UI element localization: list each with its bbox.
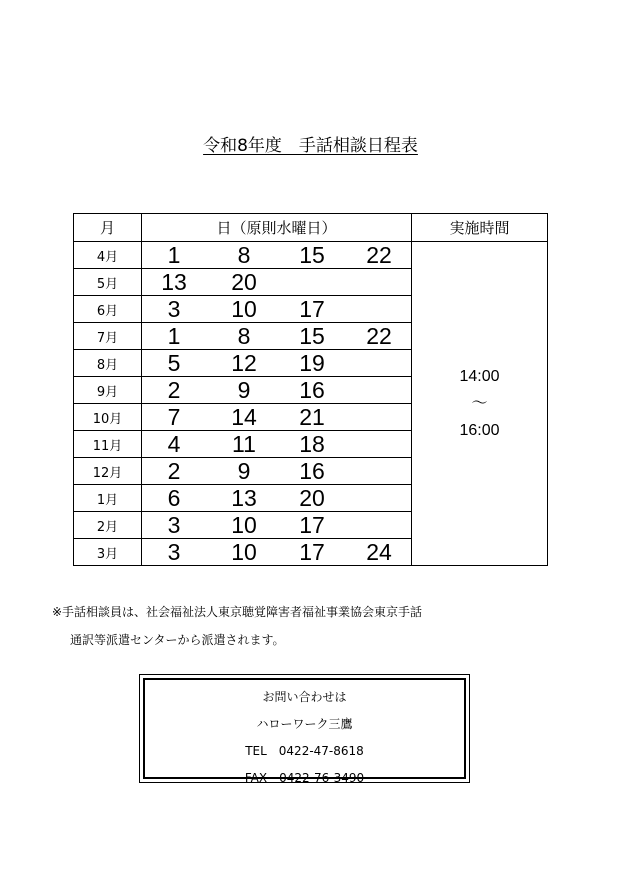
contact-box-inner — [143, 678, 466, 785]
days-cell — [142, 404, 412, 431]
day-number: 16 — [299, 377, 325, 403]
contact-box — [139, 674, 470, 783]
days-cell — [142, 377, 412, 404]
days-list — [142, 350, 411, 376]
day-number: 16 — [299, 458, 325, 484]
schedule-table — [73, 213, 548, 566]
contact-tel: TEL 0422-47-8618 — [245, 744, 364, 758]
contact-heading: お問い合わせは — [262, 690, 347, 704]
day-number: 4 — [167, 431, 181, 457]
days-list — [142, 458, 411, 484]
month-cell: 12月 — [74, 458, 142, 485]
day-number: 13 — [161, 269, 187, 295]
day-number: 10 — [231, 539, 257, 565]
days-cell — [142, 512, 412, 539]
contact-org: ハローワーク三鷹 — [256, 717, 353, 731]
day-number: 13 — [231, 485, 257, 511]
day-number: 14 — [231, 404, 257, 430]
note — [52, 598, 422, 654]
day-number: 3 — [167, 539, 181, 565]
days-cell — [142, 323, 412, 350]
days-cell — [142, 269, 412, 296]
days-list — [142, 539, 411, 565]
day-number: 11 — [232, 431, 256, 457]
day-number: 3 — [167, 512, 181, 538]
day-number: 18 — [299, 431, 325, 457]
day-number: 17 — [299, 539, 325, 565]
month-cell: 7月 — [74, 323, 142, 350]
days-cell — [142, 458, 412, 485]
days-cell — [142, 431, 412, 458]
days-list — [142, 323, 411, 349]
note-line-2: 通訳等派遣センターから派遣されます。 — [70, 633, 285, 647]
table-row — [74, 242, 548, 269]
days-list — [142, 242, 411, 268]
day-number: 10 — [231, 296, 257, 322]
month-cell: 6月 — [74, 296, 142, 323]
days-list — [142, 404, 411, 430]
day-number: 22 — [366, 242, 392, 268]
month-cell: 4月 — [74, 242, 142, 269]
page-title — [0, 136, 621, 156]
days-cell — [142, 485, 412, 512]
day-number: 21 — [299, 404, 325, 430]
schedule-header-row — [74, 214, 548, 242]
day-number: 12 — [231, 350, 257, 376]
day-number: 9 — [237, 458, 251, 484]
day-number: 7 — [167, 404, 181, 430]
month-header: 月 — [74, 214, 142, 242]
day-number: 15 — [299, 323, 325, 349]
days-cell — [142, 242, 412, 269]
month-cell: 11月 — [74, 431, 142, 458]
days-list — [142, 431, 411, 457]
contact-fax: FAX 0422-76-3490 — [244, 771, 365, 785]
time-header: 実施時間 — [412, 214, 548, 242]
day-number: 24 — [366, 539, 392, 565]
month-cell: 1月 — [74, 485, 142, 512]
days-list — [142, 377, 411, 403]
time-end: 16:00 — [459, 422, 500, 439]
month-cell: 9月 — [74, 377, 142, 404]
days-list — [142, 512, 411, 538]
month-cell: 10月 — [74, 404, 142, 431]
day-number: 2 — [167, 458, 181, 484]
page-title-text: 令和8年度 手話相談日程表 — [203, 136, 418, 156]
day-number: 20 — [231, 269, 257, 295]
day-number: 10 — [231, 512, 257, 538]
month-cell: 3月 — [74, 539, 142, 566]
days-cell — [142, 350, 412, 377]
day-number: 8 — [237, 242, 251, 268]
month-cell: 5月 — [74, 269, 142, 296]
days-cell — [142, 296, 412, 323]
days-list — [142, 485, 411, 511]
day-number: 6 — [167, 485, 181, 511]
day-number: 3 — [167, 296, 181, 322]
day-number: 1 — [167, 242, 181, 268]
day-number: 17 — [299, 296, 325, 322]
day-number: 2 — [167, 377, 181, 403]
time-cell — [412, 242, 548, 566]
days-list — [142, 296, 411, 322]
time-start: 14:00 — [459, 368, 500, 385]
day-number: 8 — [237, 323, 251, 349]
days-cell — [142, 539, 412, 566]
day-number: 19 — [299, 350, 325, 376]
day-number: 1 — [167, 323, 181, 349]
day-number: 20 — [299, 485, 325, 511]
day-number: 5 — [167, 350, 181, 376]
day-number: 15 — [299, 242, 325, 268]
time-tilde: ～ — [471, 395, 488, 412]
days-list — [142, 269, 411, 295]
month-cell: 2月 — [74, 512, 142, 539]
note-line-1: ※手話相談員は、社会福祉法人東京聴覚障害者福祉事業協会東京手話 — [52, 605, 423, 619]
day-number: 22 — [366, 323, 392, 349]
days-header: 日（原則水曜日） — [142, 214, 412, 242]
day-number: 17 — [299, 512, 325, 538]
schedule-body — [74, 242, 548, 566]
month-cell: 8月 — [74, 350, 142, 377]
day-number: 9 — [237, 377, 251, 403]
